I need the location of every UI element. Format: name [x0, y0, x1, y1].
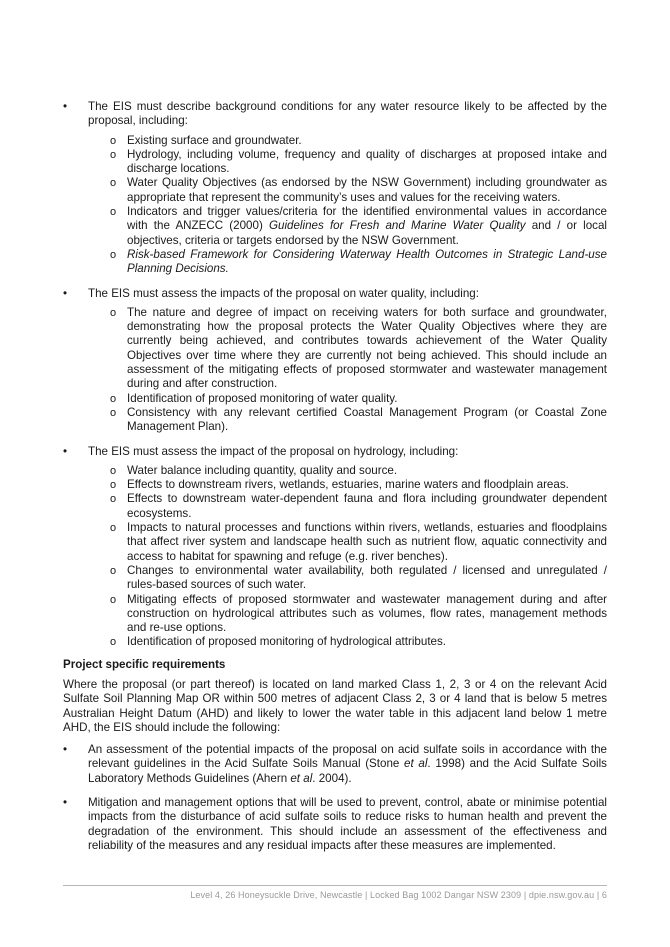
sub-marker: o	[110, 248, 117, 261]
page-content	[63, 100, 607, 854]
bullet-marker: •	[63, 286, 68, 300]
list-item-text: The nature and degree of impact on receiving waters for both surface and groundwater, demonstrating how the proposal protects the Water Quality Objectives where they are currently being achieved, and contributes towards achievement of the Water Quality Objectives over time where they are currently not being achieved. This should include an assessment of the mitigating effects of proposed stormwater and wastewater management during and after construction.	[127, 305, 607, 391]
list-item-text: Changes to environmental water availability, both regulated / licensed and unregulated / rules-based sources of such water.	[127, 563, 607, 592]
sub-list	[88, 306, 607, 435]
list-item-text: Effects to downstream water-dependent fauna and flora including groundwater dependent ecosystems.	[127, 492, 607, 520]
list-item-text: Consistency with any relevant certified Coastal Management Program (or Coastal Zone Management Plan).	[127, 405, 607, 434]
sub-list	[88, 464, 607, 650]
sub-marker: o	[110, 306, 117, 319]
list-item-text: Water Quality Objectives (as endorsed by the NSW Government) including groundwater as appropriate that represent the community’s uses and values for the receiving waters.	[127, 176, 607, 204]
sub-marker: o	[110, 636, 117, 649]
list-item	[88, 176, 607, 205]
sub-marker: o	[110, 134, 117, 147]
list-item	[88, 521, 607, 564]
sub-marker: o	[110, 464, 117, 477]
list-item	[88, 248, 607, 277]
bullet-background-conditions	[63, 100, 607, 277]
page-footer: Level 4, 26 Honeysuckle Drive, Newcastle | Locked Bag 1002 Dangar NSW 2309 | dpie.nsw.gov.au | 6	[190, 890, 607, 900]
list-item-text: and / or local objectives, criteria or targets endorsed by the NSW Government.	[127, 219, 607, 247]
bullet-acid-sulfate-assessment	[63, 743, 607, 786]
bullet-text: The EIS must assess the impacts of the proposal on water quality, including:	[88, 286, 479, 300]
sub-marker: o	[110, 522, 117, 535]
list-item-text: Identification of proposed monitoring of water quality.	[127, 391, 398, 405]
bullet-text: The EIS must assess the impact of the proposal on hydrology, including:	[88, 444, 459, 458]
bullet-text: An assessment of the potential impacts of the proposal on acid sulfate soils in accordance with the relevant guidelines in the Acid Sulfate Soils Manual (Stone	[88, 743, 607, 771]
citation-etal: et al	[404, 757, 428, 771]
list-item-text: Mitigating effects of proposed stormwater and wastewater management during and after construction on hydrological attributes such as volumes, flow rates, management methods and re-use options.	[127, 592, 607, 635]
footer-divider	[63, 885, 607, 886]
list-item-text: Impacts to natural processes and functions within rivers, wetlands, estuaries and floodplains that affect river system and landscape health such as nutrient flow, aquatic connectivity and access to habitat for spawning and refuge (e.g. river benches).	[127, 521, 607, 563]
sub-marker: o	[110, 392, 117, 405]
bullet-water-quality	[63, 287, 607, 435]
bullet-marker: •	[63, 796, 68, 810]
sub-marker: o	[110, 148, 117, 161]
sub-marker: o	[110, 406, 117, 419]
bullet-text: The EIS must describe background conditions for any water resource likely to be affected by the proposal, including:	[88, 100, 607, 128]
list-item-text: Indicators and trigger values/criteria for the identified environmental values in accordance with the ANZECC (2000)	[127, 205, 607, 233]
list-item-text: Existing surface and groundwater.	[127, 133, 302, 147]
bullet-marker: •	[63, 444, 68, 458]
citation-etal: et al	[290, 771, 313, 785]
list-item-text: Effects to downstream rivers, wetlands, estuaries, marine waters and floodplain areas.	[127, 478, 569, 492]
framework-title: Risk-based Framework for Considering Waterway Health Outcomes in Strategic Land-use Planning Decisions.	[127, 247, 607, 276]
list-item	[88, 492, 607, 521]
intro-paragraph: Where the proposal (or part thereof) is located on land marked Class 1, 2, 3 or 4 on the relevant Acid Sulfate Soil Planning Map OR within 500 metres of adjacent Class 2, 3 or 4 land that is below 5 metres Australian Height Datum (AHD) and likely to lower the water table in this adjacent land below 1 metre AHD, the EIS should include the following:	[63, 677, 607, 734]
list-item	[88, 593, 607, 636]
list-item-anzecc	[88, 205, 607, 248]
list-item	[88, 564, 607, 593]
list-item	[88, 134, 607, 148]
bullet-marker: •	[63, 743, 68, 757]
sub-marker: o	[110, 493, 117, 506]
list-item	[88, 392, 607, 406]
sub-marker: o	[110, 206, 117, 219]
list-item-text: Identification of proposed monitoring of hydrological attributes.	[127, 635, 447, 649]
bullet-marker: •	[63, 100, 68, 113]
list-item	[88, 464, 607, 478]
sub-marker: o	[110, 479, 117, 492]
list-item-text: Hydrology, including volume, frequency and quality of discharges at proposed intake and discharge locations.	[127, 147, 607, 176]
sub-marker: o	[110, 564, 117, 577]
bullet-text: . 1998) and the Acid Sulfate Soils Laboratory Methods Guidelines (Ahern	[88, 757, 607, 785]
bullet-hydrology	[63, 445, 607, 650]
list-item	[88, 306, 607, 392]
list-item	[88, 148, 607, 177]
sub-list	[88, 134, 607, 277]
bullet-text: . 2004).	[312, 771, 352, 785]
section-heading: Project specific requirements	[63, 657, 226, 671]
sub-marker: o	[110, 593, 117, 606]
list-item	[88, 635, 607, 649]
list-item-text: Water balance including quantity, quality and source.	[127, 463, 398, 477]
list-item	[88, 406, 607, 435]
list-item	[88, 478, 607, 492]
guideline-title: Guidelines for Fresh and Marine Water Quality	[268, 219, 526, 233]
sub-marker: o	[110, 177, 117, 190]
bullet-text: Mitigation and management options that will be used to prevent, control, abate or minimise potential impacts from the disturbance of acid sulfate soils to reduce risks to human health and prevent the degradation of the environment. This should include an assessment of the effectiveness and reliability of the measures and any residual impacts after these measures are implemented.	[88, 796, 607, 852]
bullet-mitigation-options	[63, 796, 607, 853]
